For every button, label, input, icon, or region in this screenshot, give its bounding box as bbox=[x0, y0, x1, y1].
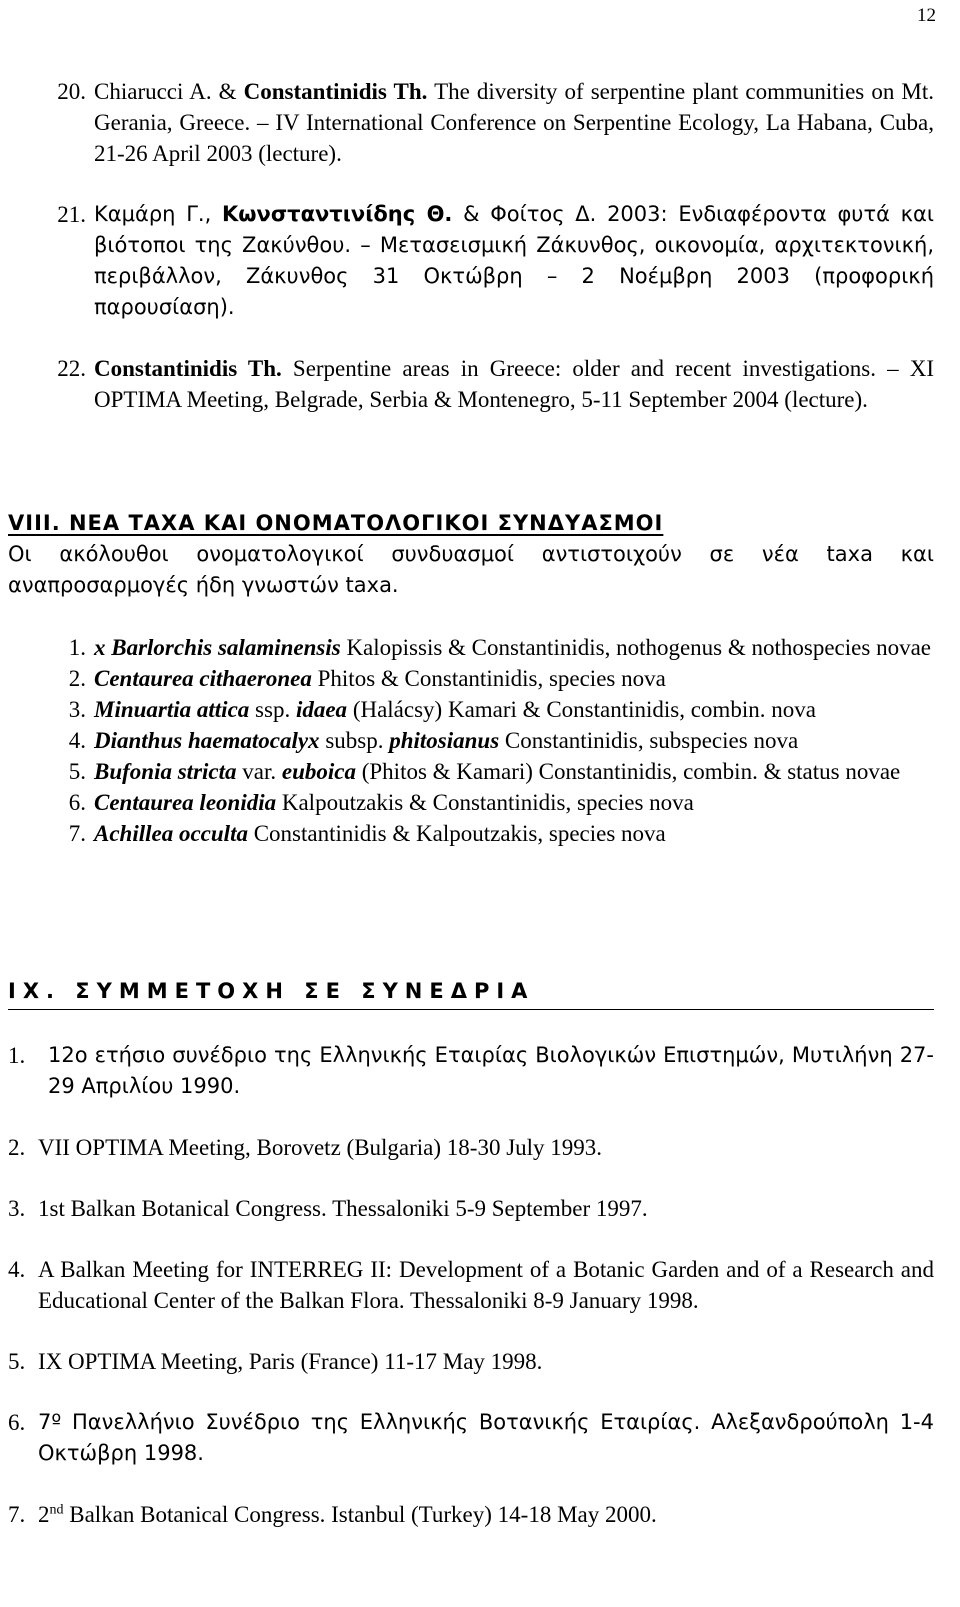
conference-text: VII OPTIMA Meeting, Borovetz (Bulgaria) 18-30 July 1993. bbox=[38, 1135, 603, 1160]
taxon-number: 4. bbox=[68, 728, 86, 753]
section-heading: ΙΧ. ΣΥΜΜΕΤΟΧΗ ΣΕ ΣΥΝΕΔΡΙΑ bbox=[8, 979, 535, 1003]
conference-item bbox=[8, 1407, 934, 1469]
taxon-text: Dianthus haematocalyx subsp. phitosianus Constantinidis, subspecies nova bbox=[94, 728, 799, 753]
taxon-item bbox=[8, 818, 934, 849]
page-number: 12 bbox=[917, 5, 936, 26]
reference-number: 22. bbox=[57, 356, 86, 381]
taxon-number: 2. bbox=[68, 666, 86, 691]
reference-item bbox=[8, 353, 934, 415]
reference-item bbox=[8, 199, 934, 323]
conference-number: 2. bbox=[8, 1135, 26, 1160]
conference-number: 4. bbox=[8, 1257, 26, 1282]
conference-text: IX OPTIMA Meeting, Paris (France) 11-17 May 1998. bbox=[38, 1349, 543, 1374]
taxon-number: 6. bbox=[68, 790, 86, 815]
conference-text: 7º Πανελλήνιο Συνέδριο της Ελληνικής Βοτανικής Εταιρίας. Αλεξανδρούπολη 1-4 Οκτώβρη 1998. bbox=[38, 1410, 934, 1465]
section-conferences bbox=[8, 976, 934, 1007]
conference-number: 7. bbox=[8, 1502, 26, 1527]
heading-rule bbox=[8, 1009, 934, 1010]
taxon-item bbox=[8, 632, 934, 663]
taxon-text: Centaurea leonidia Kalpoutzakis & Constantinidis, species nova bbox=[94, 790, 694, 815]
taxon-item bbox=[8, 756, 934, 787]
reference-text: Constantinidis Th. Serpentine areas in Greece: older and recent investigations. – XI OPTIMA Meeting, Belgrade, Serbia & Montenegro, 5-11 September 2004 (lecture). bbox=[94, 356, 934, 412]
conference-number: 6. bbox=[8, 1410, 26, 1435]
conference-text: 2nd Balkan Botanical Congress. Istanbul (Turkey) 14-18 May 2000. bbox=[38, 1502, 657, 1527]
conference-item bbox=[8, 1346, 934, 1377]
conference-item bbox=[8, 1193, 934, 1224]
conference-number: 1. bbox=[8, 1043, 26, 1068]
reference-item bbox=[8, 76, 934, 169]
taxon-number: 3. bbox=[68, 697, 86, 722]
conference-item bbox=[8, 1040, 934, 1102]
taxon-item bbox=[8, 787, 934, 818]
taxon-item bbox=[8, 725, 934, 756]
taxon-text: Bufonia stricta var. euboica (Phitos & Kamari) Constantinidis, combin. & status novae bbox=[94, 759, 901, 784]
conference-number: 5. bbox=[8, 1349, 26, 1374]
reference-text: Καμάρη Γ., Κωνσταντινίδης Θ. & Φοίτος Δ. 2003: Ενδιαφέροντα φυτά και βιότοποι της Ζακύνθου. – Μετασεισμική Ζάκυνθος, οικονομία, αρχιτεκτονική, περιβάλλον, Ζάκυνθος 31 Οκτώβρη – 2 Νοέμβρη 2003 (προφορική παρουσίαση). bbox=[94, 202, 934, 319]
taxon-text: Achillea occulta Constantinidis & Kalpoutzakis, species nova bbox=[94, 821, 666, 846]
taxon-text: x Barlorchis salaminensis Kalopissis & Constantinidis, nothogenus & nothospecies novae bbox=[94, 635, 931, 660]
conference-text: 1st Balkan Botanical Congress. Thessaloniki 5-9 September 1997. bbox=[38, 1196, 648, 1221]
taxon-number: 5. bbox=[68, 759, 86, 784]
reference-list bbox=[8, 76, 934, 415]
taxon-number: 7. bbox=[68, 821, 86, 846]
section-heading: VIII. ΝΕΑ ΤΑΧΑ ΚΑΙ ΟΝΟΜΑΤΟΛΟΓΙΚΟΙ ΣΥΝΔΥΑΣΜΟΙ bbox=[8, 511, 664, 535]
reference-number: 21. bbox=[57, 202, 86, 227]
conference-item bbox=[8, 1499, 934, 1530]
taxon-text: Centaurea cithaeronea Phitos & Constantinidis, species nova bbox=[94, 666, 666, 691]
conference-item bbox=[8, 1254, 934, 1316]
conference-text: 12ο ετήσιο συνέδριο της Ελληνικής Εταιρίας Βιολογικών Επιστημών, Μυτιλήνη 27-29 Απριλίου 1990. bbox=[48, 1043, 934, 1098]
reference-number: 20. bbox=[57, 79, 86, 104]
taxa-list bbox=[8, 632, 934, 849]
taxon-item bbox=[8, 663, 934, 694]
conference-list bbox=[8, 1040, 934, 1530]
taxon-text: Minuartia attica ssp. idaea (Halácsy) Kamari & Constantinidis, combin. nova bbox=[94, 697, 816, 722]
conference-number: 3. bbox=[8, 1196, 26, 1221]
conference-text: A Balkan Meeting for INTERREG II: Development of a Botanic Garden and of a Research and Educational Center of the Balkan Flora. Thessaloniki 8-9 January 1998. bbox=[38, 1257, 934, 1313]
section-new-taxa bbox=[8, 508, 934, 849]
conference-item bbox=[8, 1132, 934, 1163]
taxon-item bbox=[8, 694, 934, 725]
section-intro: Οι ακόλουθοι ονοματολογικοί συνδυασμοί αντιστοιχούν σε νέα taxa και αναπροσαρμογές ήδη γνωστών taxa. bbox=[8, 542, 934, 597]
taxon-number: 1. bbox=[68, 635, 86, 660]
reference-text: Chiarucci A. & Constantinidis Th. The diversity of serpentine plant communities on Mt. Gerania, Greece. – IV International Conference on Serpentine Ecology, La Habana, Cuba, 21-26 April 2003 (lecture). bbox=[94, 79, 935, 166]
